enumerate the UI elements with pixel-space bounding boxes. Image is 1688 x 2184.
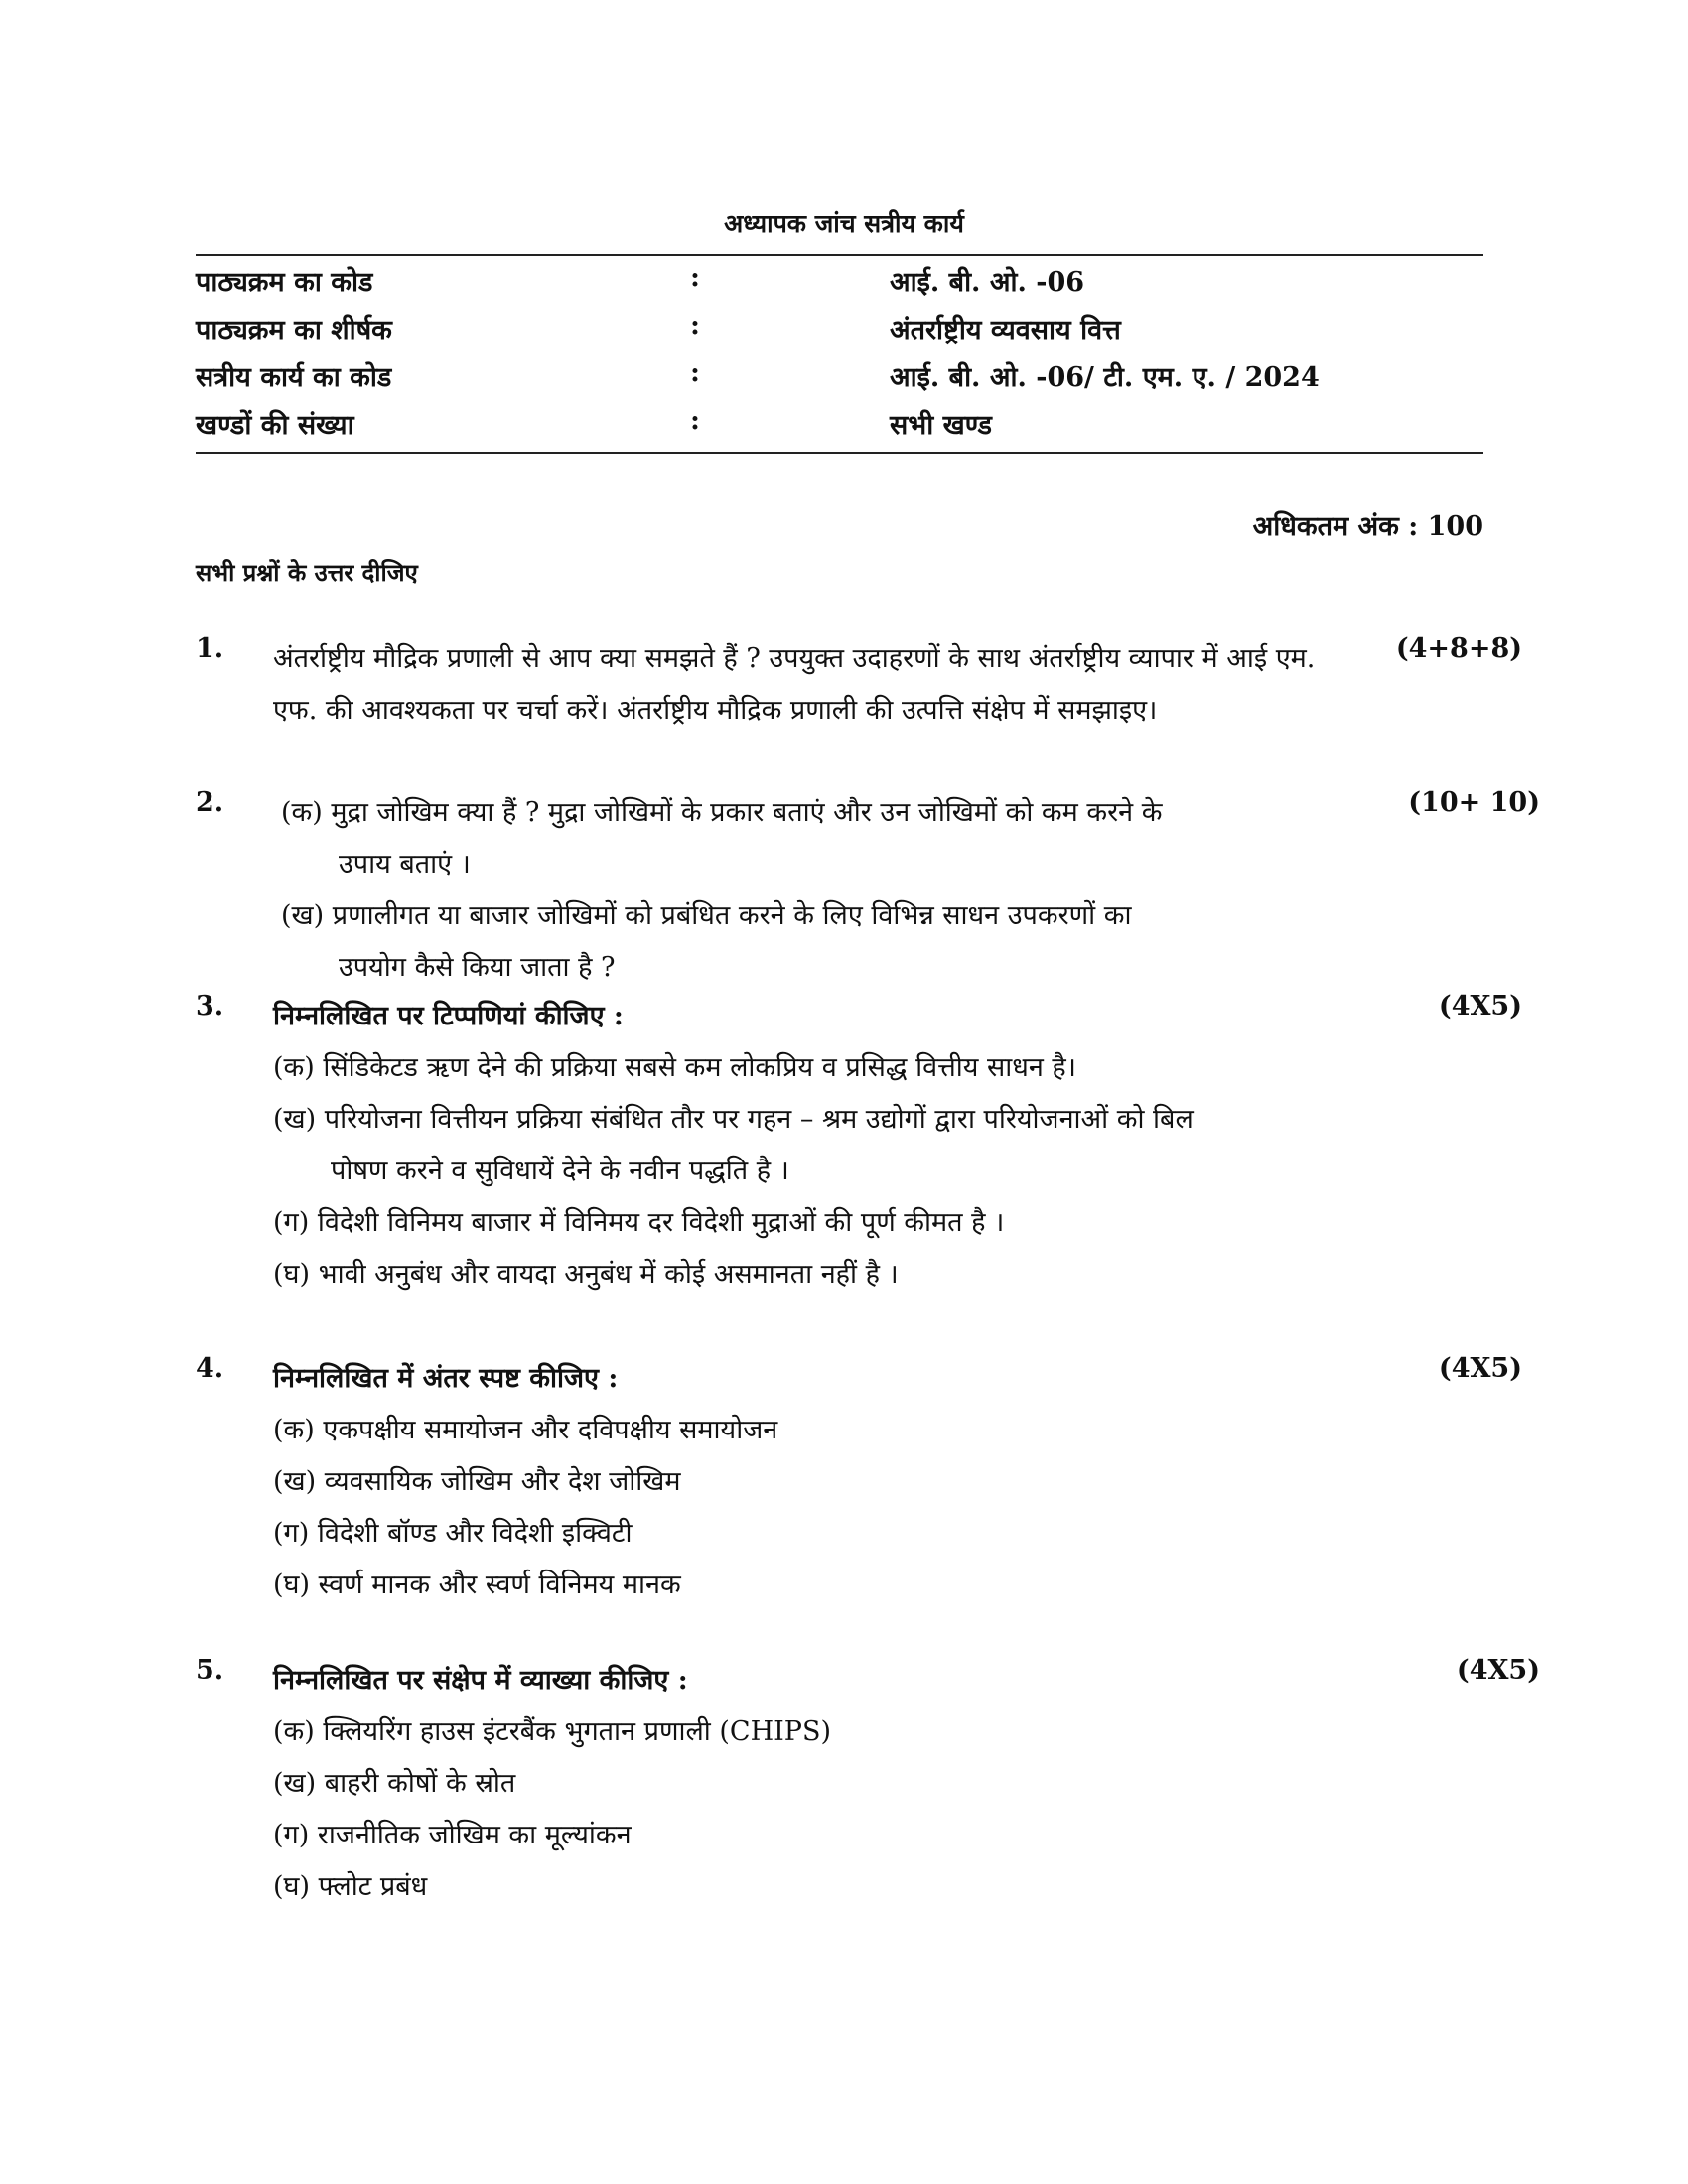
question-number: 4. [196,1353,224,1384]
question-3 [196,991,1522,1308]
part-line: (क) मुद्रा जोखिम क्या हैं ? मुद्रा जोखिमों के प्रकार बताएं और उन जोखिमों को कम करने के [281,797,1163,828]
meta-colon: : [690,262,700,293]
meta-value: अंतर्राष्ट्रीय व्यवसाय वित्त [890,315,1121,345]
question-5 [196,1655,1540,1913]
part-line: (क) एकपक्षीय समायोजन और दविपक्षीय समायोजन [273,1415,778,1445]
part-line: (ख) व्यवसायिक जोखिम और देश जोखिम [273,1466,681,1497]
assignment-code-row [196,357,1483,405]
question-heading: निम्नलिखित पर टिप्पणियां कीजिए : [273,1001,624,1031]
meta-colon: : [690,405,700,436]
meta-value: आई. बी. ओ. -06 [890,267,1085,298]
meta-value: सभी खण्ड [890,410,992,441]
question-4 [196,1353,1522,1611]
part-line: (ख) बाहरी कोषों के स्रोत [273,1768,516,1799]
question-marks: (4X5) [1456,1655,1540,1686]
meta-colon: : [690,357,700,388]
question-parts [273,1353,1425,1611]
question-parts [273,1655,1425,1913]
question-marks: (4X5) [1438,1353,1522,1384]
meta-value: आई. बी. ओ. -06/ टी. एम. ए. / 2024 [890,362,1320,393]
instruction: सभी प्रश्नों के उत्तर दीजिए [196,558,418,587]
part-line: (घ) स्वर्ण मानक और स्वर्ण विनिमय मानक [273,1570,681,1600]
part-continuation: उपयोग कैसे किया जाता है ? [339,952,616,983]
question-1 [196,633,1522,792]
course-code-row [196,262,1483,310]
question-marks: (4+8+8) [1395,633,1522,664]
part-line: (ख) प्रणालीगत या बाजार जोखिमों को प्रबंधित करने के लिए विभिन्न साधन उपकरणों का [281,900,1132,931]
question-text: अंतर्राष्ट्रीय मौद्रिक प्रणाली से आप क्या समझते हैं ? उपयुक्त उदाहरणों के साथ अंतर्राष्ट्रीय व्यापार में आई एम. एफ. की आवश्यकता पर चर्चा करें। अंतर्राष्ट्रीय मौद्रिक प्रणाली की उत्पत्ति संक्षेप में समझाइए। [273,643,1316,726]
question-number: 3. [196,991,224,1022]
question-number: 5. [196,1655,224,1686]
part-continuation: पोषण करने व सुविधायें देने के नवीन पद्धति है । [331,1156,789,1186]
part-line: (ग) विदेशी बॉण्ड और विदेशी इक्विटी [273,1518,633,1549]
blocks-count-row [196,405,1483,453]
part-line: (ग) राजनीतिक जोखिम का मूल्यांकन [273,1820,632,1850]
question-parts [273,991,1425,1300]
question-marks: (10+ 10) [1408,787,1540,818]
max-marks: अधिकतम अंक : 100 [1252,511,1483,542]
question-number: 2. [196,787,224,818]
question-heading: निम्नलिखित पर संक्षेप में व्याख्या कीजिए : [273,1665,688,1696]
question-heading: निम्नलिखित में अंतर स्पष्ट कीजिए : [273,1363,619,1394]
meta-label: पाठ्यक्रम का कोड [196,267,373,298]
header-top-rule [196,254,1483,256]
header-bottom-rule [196,452,1483,454]
part-line: (घ) भावी अनुबंध और वायदा अनुबंध में कोई असमानता नहीं है । [273,1259,899,1290]
meta-colon: : [690,310,700,341]
question-parts [281,787,1433,994]
meta-label: सत्रीय कार्य का कोड [196,362,392,393]
course-title-row [196,310,1483,357]
meta-label: खण्डों की संख्या [196,410,354,441]
part-line: (क) सिंडिकेटड ऋण देने की प्रक्रिया सबसे कम लोकप्रिय व प्रसिद्ध वित्तीय साधन है। [273,1052,1076,1083]
part-line: (ग) विदेशी विनिमय बाजार में विनिमय दर विदेशी मुद्राओं की पूर्ण कीमत है । [273,1207,1005,1238]
question-2 [196,787,1540,996]
part-line: (क) क्लियरिंग हाउस इंटरबैंक भुगतान प्रणाली (CHIPS) [273,1716,831,1747]
question-number: 1. [196,633,224,664]
document-title: अध्यापक जांच सत्रीय कार्य [724,209,964,238]
part-line: (ख) परियोजना वित्तीयन प्रक्रिया संबंधित तौर पर गहन – श्रम उद्योगों द्वारा परियोजनाओं को बिल [273,1104,1194,1135]
part-continuation: उपाय बताएं । [339,849,471,880]
part-line: (घ) फ्लोट प्रबंध [273,1871,428,1902]
meta-label: पाठ्यक्रम का शीर्षक [196,315,392,345]
question-marks: (4X5) [1438,991,1522,1022]
